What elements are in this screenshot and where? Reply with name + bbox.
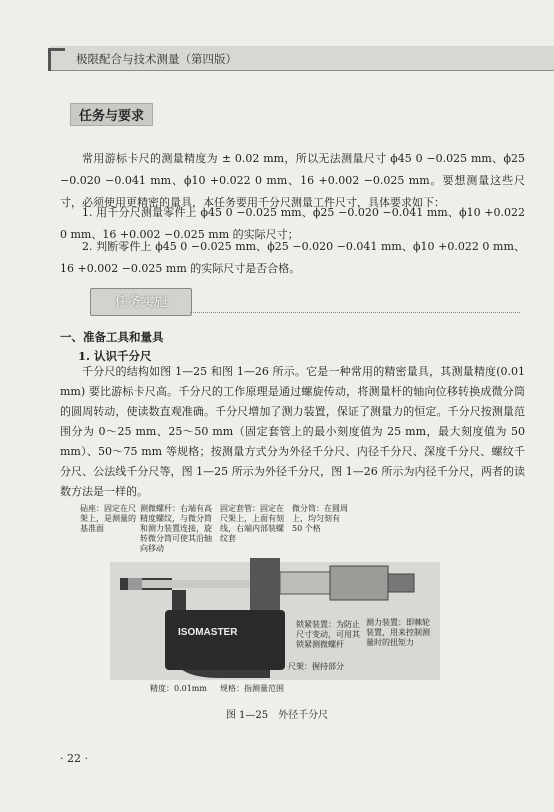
- header-corner-mark: [48, 48, 65, 71]
- brand-label: ISOMASTER: [178, 627, 238, 638]
- figure-caption: 图 1—25 外径千分尺: [225, 710, 329, 721]
- callout-thimble: 微分筒：在圆周上，均匀刻有 50 个格: [292, 504, 348, 533]
- section-divider: [190, 312, 520, 313]
- callout-anvil: 砧座：固定在尺架上，是测量的基准面: [80, 504, 136, 533]
- callout-range: 规格：指测量范围: [220, 684, 284, 693]
- micrometer-figure: [80, 500, 440, 710]
- paragraph-requirement-2: 2. 判断零件上 ϕ45 0 −0.025 mm、ϕ25 −0.020 −0.041 mm、ϕ10 +0.022 0 mm、16 +0.002 −0.025 mm 的实际尺寸是否合格。: [60, 240, 525, 275]
- paragraph-micrometer-description: 千分尺的结构如图 1—25 和图 1—26 所示。它是一种常用的精密量具，其测量精度(0.01 mm) 要比游标卡尺高。千分尺的工作原理是通过螺旋传动，将测量杆的轴向位移转换成微分筒的圆周转动，使读数直观准确。千分尺增加了测力装置，保证了测量力的恒定。千分尺按测量范围分为 0～25 mm、25～50 mm（固定套管上的最小刻度值为 25 mm，最大刻度值为 50 mm）、50～75 mm 等规格；按测量方式分为外径千分尺、内径千分尺、深度千分尺、螺纹千分尺、公法线千分尺等，图 1—25 所示为外径千分尺，图 1—26 所示为内径千分尺，两者的读数方法是一样的。: [60, 365, 525, 498]
- heading-micrometer: 1. 认识千分尺: [78, 349, 152, 363]
- section-tag-task-implementation: 任务实施: [90, 288, 192, 316]
- callout-precision: 精度：0.01mm: [150, 684, 207, 693]
- callout-sleeve: 固定套管：固定在尺架上，上面有刻线，右端内部装螺纹套: [220, 504, 284, 543]
- paragraph-requirement-1: 1. 用千分尺测量零件上 ϕ45 0 −0.025 mm、ϕ25 −0.020 −0.041 mm、ϕ10 +0.022 0 mm、16 +0.002 −0.025 mm 的实际尺寸；: [60, 206, 525, 241]
- section-tag-task-requirements: 任务与要求: [70, 103, 153, 126]
- callout-frame: 尺架：握持部分: [288, 662, 344, 671]
- page-number: · 22 ·: [60, 752, 88, 765]
- callout-spindle: 测微螺杆：右端有高精度螺纹，与微分筒和测力装置连接，旋转微分筒可使其沿轴向移动: [140, 504, 212, 553]
- paragraph-intro: 常用游标卡尺的测量精度为 ± 0.02 mm，所以无法测量尺寸 ϕ45 0 −0.025 mm、ϕ25 −0.020 −0.041 mm、ϕ10 +0.022 0 mm、16 +0.002 −0.025 mm。要想测量这些尺寸，必须使用更精密的量具，本任务要用千分尺测量工件尺寸，具体要求如下：: [60, 152, 525, 209]
- callout-ratchet: 测力装置：即棘轮装置，用来控制测量时的扭矩力: [366, 618, 430, 647]
- book-title: 极限配合与技术测量（第四版）: [76, 52, 237, 66]
- heading-prepare-tools: 一、准备工具和量具: [60, 330, 164, 344]
- callout-lock: 锁紧装置：为防止尺寸变动，可用其锁紧测微螺杆: [296, 620, 360, 649]
